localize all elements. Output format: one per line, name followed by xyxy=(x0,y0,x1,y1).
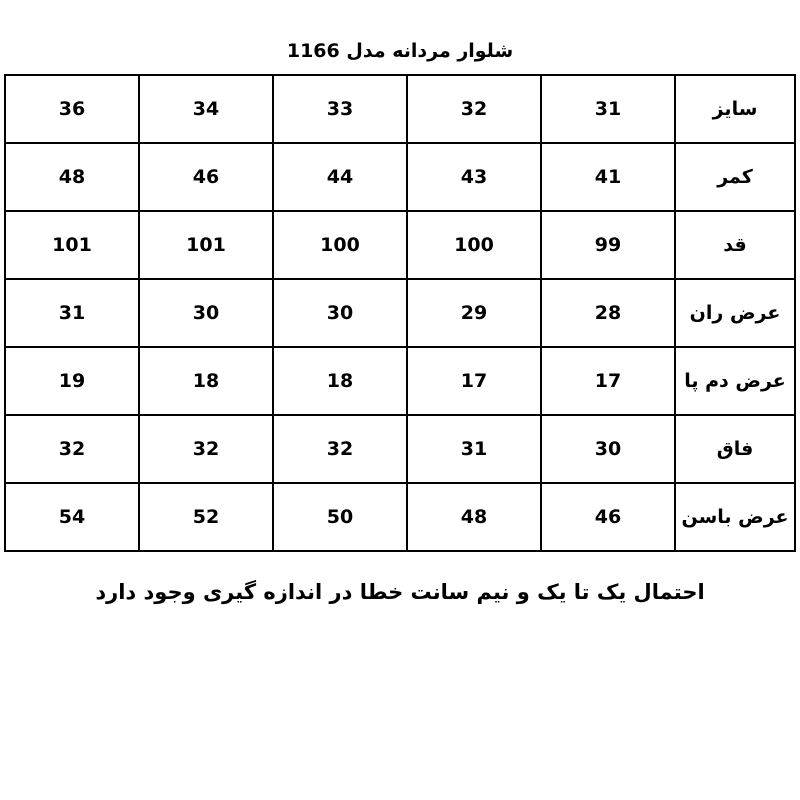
page-title: شلوار مردانه مدل 1166 xyxy=(286,40,514,62)
table-row xyxy=(5,347,795,415)
table-cell: 29 xyxy=(407,279,541,347)
table-cell: 18 xyxy=(273,347,407,415)
table-row xyxy=(5,143,795,211)
table-cell: 54 xyxy=(5,483,139,551)
table-cell: 30 xyxy=(139,279,273,347)
table-cell: 34 xyxy=(139,75,273,143)
table-cell: 30 xyxy=(541,415,675,483)
table-cell: 31 xyxy=(541,75,675,143)
table-cell: 48 xyxy=(407,483,541,551)
table-cell: 32 xyxy=(273,415,407,483)
table-cell: 30 xyxy=(273,279,407,347)
table-cell: 32 xyxy=(5,415,139,483)
table-row xyxy=(5,279,795,347)
size-table xyxy=(4,74,796,552)
table-row xyxy=(5,415,795,483)
table-cell: 50 xyxy=(273,483,407,551)
row-label: عرض باسن xyxy=(675,483,795,551)
table-cell: 100 xyxy=(273,211,407,279)
table-cell: 46 xyxy=(541,483,675,551)
table-cell: 100 xyxy=(407,211,541,279)
table-row xyxy=(5,75,795,143)
row-label: فاق xyxy=(675,415,795,483)
table-cell: 44 xyxy=(273,143,407,211)
table-cell: 28 xyxy=(541,279,675,347)
row-label: کمر xyxy=(675,143,795,211)
table-cell: 101 xyxy=(5,211,139,279)
table-cell: 33 xyxy=(273,75,407,143)
table-cell: 43 xyxy=(407,143,541,211)
table-cell: 19 xyxy=(5,347,139,415)
row-label: عرض ران xyxy=(675,279,795,347)
table-cell: 52 xyxy=(139,483,273,551)
measurement-tolerance-note: احتمال یک تا یک و نیم سانت خطا در اندازه گیری وجود دارد xyxy=(95,580,705,604)
row-label: قد xyxy=(675,211,795,279)
table-cell: 32 xyxy=(407,75,541,143)
table-cell: 17 xyxy=(407,347,541,415)
table-row xyxy=(5,483,795,551)
table-cell: 31 xyxy=(407,415,541,483)
table-cell: 36 xyxy=(5,75,139,143)
table-cell: 32 xyxy=(139,415,273,483)
table-row xyxy=(5,211,795,279)
table-cell: 46 xyxy=(139,143,273,211)
table-cell: 101 xyxy=(139,211,273,279)
table-cell: 48 xyxy=(5,143,139,211)
row-label: سایز xyxy=(675,75,795,143)
table-cell: 17 xyxy=(541,347,675,415)
table-cell: 99 xyxy=(541,211,675,279)
table-cell: 41 xyxy=(541,143,675,211)
row-label: عرض دم پا xyxy=(675,347,795,415)
table-cell: 18 xyxy=(139,347,273,415)
table-cell: 31 xyxy=(5,279,139,347)
